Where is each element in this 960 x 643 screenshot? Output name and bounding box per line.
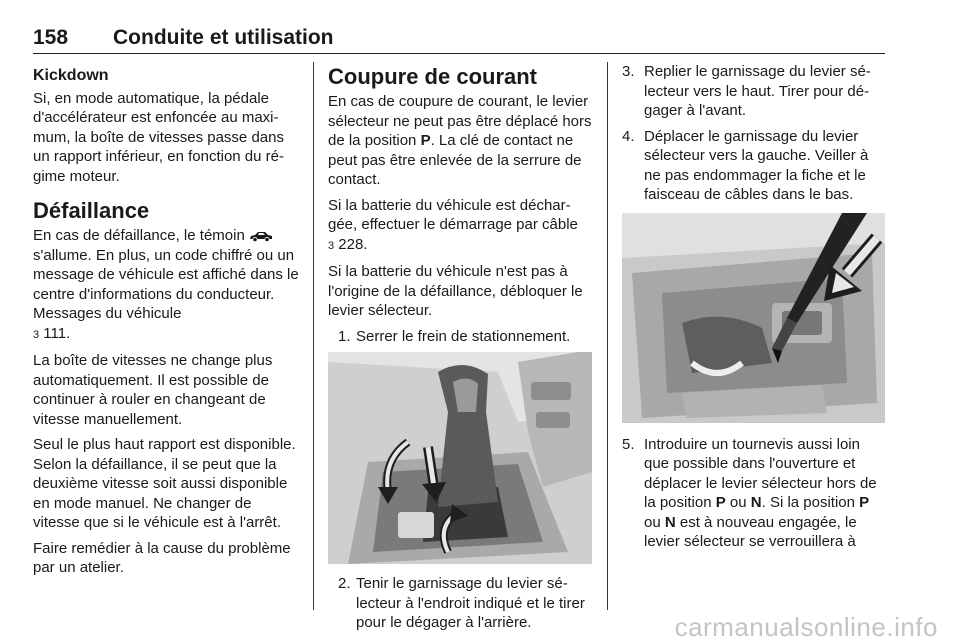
power-text-b: . La clé de contact ne peut pas être enlevée de la serrure de contact. [328, 132, 582, 188]
kickdown-text: Si, en mode automatique, la pédale d'accélérateur est enfoncée au maximum, la boîte de vitesses passe dans un rapport inférieur, en fonction du régime moteur. [33, 89, 284, 185]
step-4 [622, 127, 887, 205]
column-divider-2 [607, 62, 608, 610]
step-2 [328, 574, 592, 633]
step5-text-b: . Si la position [761, 494, 855, 511]
position-p: P [715, 494, 726, 511]
page-title: Conduite et utilisation [113, 26, 334, 49]
step-number: 3. [622, 63, 635, 80]
power-text-a: En cas de coupure de courant, le levier sélecteur ne peut pas être déplacé hors de la position [328, 93, 592, 149]
step-text: Déplacer le garnissage du levier sélecteur vers la gauche. Veiller à ne pas endommager la fiche et le faisceau de câbles dans le bas. [644, 127, 869, 203]
watermark: carmanualsonline.info [674, 612, 938, 642]
page-number: 158 [33, 26, 69, 49]
battery-text [328, 196, 592, 257]
fault-paragraph-3: Seul le plus haut rapport est disponible. Selon la défaillance, il se peut que la deuxième vitesse soit aussi disponible en mode manuel. Ne changer de vitesse que si le véhicule est à l'arrêt. [33, 436, 296, 531]
car-gearbox-warning-icon [249, 230, 273, 242]
position-n: N [664, 513, 676, 531]
step-number: 4. [622, 127, 635, 145]
column-2 [328, 62, 592, 639]
step-1 [328, 327, 592, 347]
release-text: Si la batterie du véhicule n'est pas à l'origine de la défaillance, débloquer le levier sélecteur. [328, 263, 583, 319]
fault-paragraph-4: Faire remédier à la cause du problème par un atelier. [33, 539, 291, 576]
column-1 [33, 62, 299, 584]
step-text: Tenir le garnissage du levier sélecteur à l'endroit indiqué et le tirer pour le dégager à l'arrière. [356, 575, 585, 631]
fault-text-end: s'allume. En plus, un code chiffré ou un message de véhicule est affiché dans le centre d'informations du conducteur. Messages du véhicule [33, 246, 299, 322]
fault-paragraph-2: La boîte de vitesses ne change plus automatiquement. Il est possible de continuer à rouler en changeant de vitesse manuellement. [33, 352, 273, 428]
header-rule [33, 53, 885, 54]
selector-lever-trim-illustration [328, 352, 592, 564]
position-n: N [750, 494, 762, 511]
kickdown-heading: Kickdown [33, 67, 109, 84]
step5-text-a: Introduire un tournevis aussi loin que possible dans l'ouverture et déplacer le levier sélecteur hors de la position [644, 435, 877, 511]
fault-heading: Défaillance [33, 198, 150, 223]
fault-text-start: En cas de défaillance, le témoin [33, 227, 245, 244]
step-number: 5. [622, 435, 635, 453]
screwdriver-release-illustration [622, 213, 885, 423]
xref-page-228[interactable]: 228. [338, 235, 368, 253]
step-text: Replier le garnissage du levier sélecteur vers le haut. Tirer pour dégager à l'avant. [644, 63, 871, 119]
xref-arrow-icon: 3 [33, 328, 40, 341]
power-failure-text [328, 92, 592, 190]
page-header [33, 26, 885, 54]
column-3 [622, 62, 887, 558]
power-failure-heading: Coupure de courant [328, 64, 538, 89]
step-number: 1. [338, 327, 351, 345]
position-p: P [859, 494, 870, 511]
position-p: P [420, 132, 431, 149]
xref-page-111[interactable]: 111. [43, 324, 71, 342]
step-number: 2. [338, 575, 351, 592]
step5-or: ou [729, 494, 747, 511]
battery-text-main: Si la batterie du véhicule est déchargée, effectuer le démarrage par câble [328, 196, 578, 233]
step-5 [622, 435, 887, 552]
step5-text-c: est à nouveau engagée, le levier sélecteur se verrouillera à [644, 513, 857, 550]
xref-arrow-icon: 3 [328, 239, 335, 252]
column-divider-1 [313, 62, 314, 610]
fault-paragraph-1 [33, 226, 299, 345]
step-3 [622, 62, 887, 121]
step5-or: ou [644, 513, 661, 531]
step-text: Serrer le frein de stationnement. [356, 327, 571, 345]
